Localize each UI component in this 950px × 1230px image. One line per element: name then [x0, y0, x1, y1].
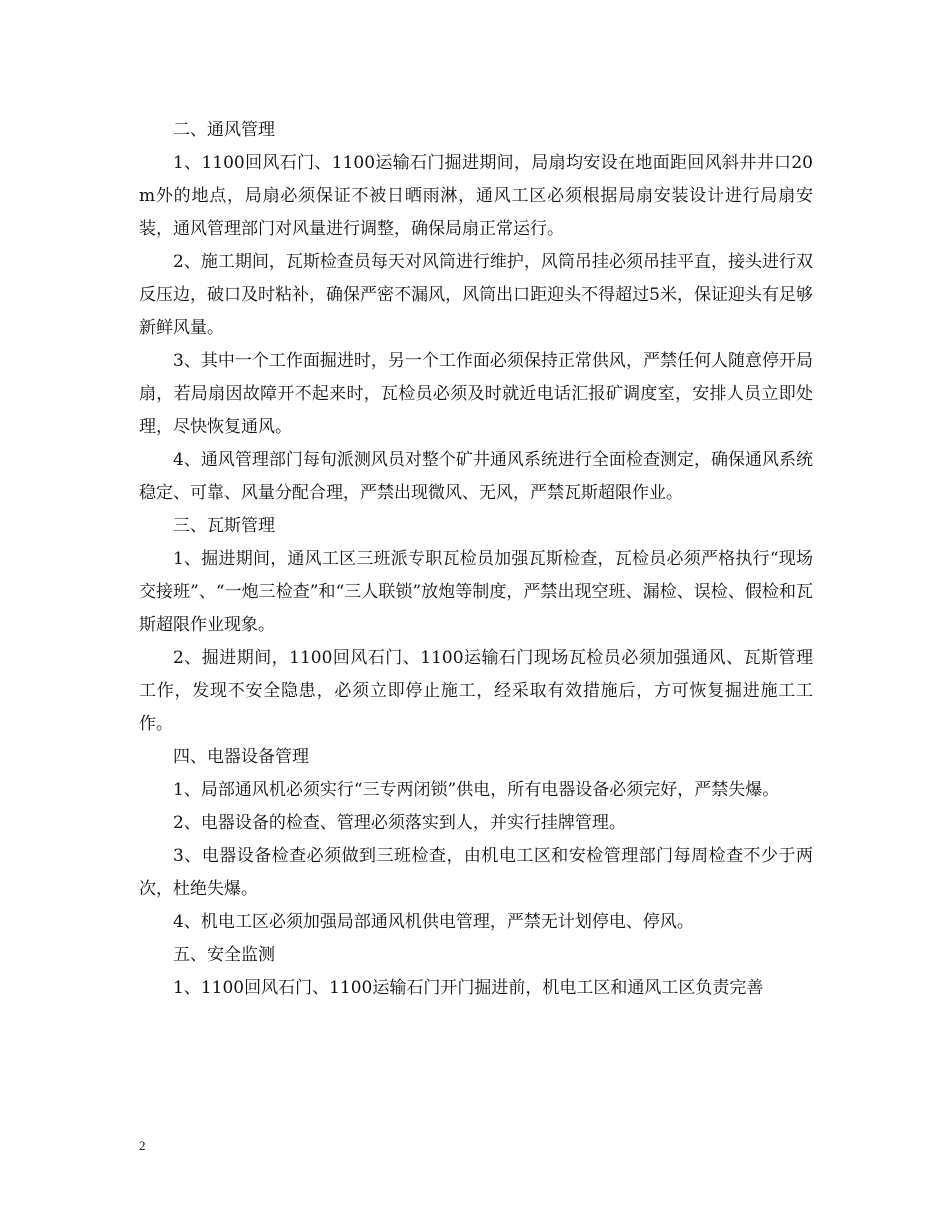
ventilation-paragraph-3: 3、其中一个工作面掘进时，另一个工作面必须保持正常供风，严禁任何人随意停开局扇，若局扇因故障开不起来时，瓦检员必须及时就近电话汇报矿调度室，安排人员立即处理，尽快恢复通风。 — [139, 351, 813, 437]
section-heading-gas: 三、瓦斯管理 — [173, 516, 275, 536]
section-heading-ventilation: 二、通风管理 — [173, 120, 275, 140]
gas-paragraph-1: 1、掘进期间，通风工区三班派专职瓦检员加强瓦斯检查，瓦检员必须严格执行“现场交接班”、“一炮三检查”和“三人联锁”放炮等制度，严禁出现空班、漏检、误检、假检和瓦斯超限作业现象。 — [139, 549, 813, 635]
electrical-paragraph-3: 3、电器设备检查必须做到三班检查，由机电工区和安检管理部门每周检查不少于两次，杜绝失爆。 — [139, 846, 813, 899]
electrical-paragraph-2: 2、电器设备的检查、管理必须落实到人，并实行挂牌管理。 — [173, 813, 626, 833]
ventilation-paragraph-4: 4、通风管理部门每旬派测风员对整个矿井通风系统进行全面检查测定，确保通风系统稳定、可靠、风量分配合理，严禁出现微风、无风，严禁瓦斯超限作业。 — [139, 450, 813, 503]
section-heading-electrical: 四、电器设备管理 — [173, 747, 309, 767]
section-heading-monitoring: 五、安全监测 — [173, 945, 275, 965]
electrical-paragraph-1: 1、局部通风机必须实行“三专两闭锁”供电，所有电器设备必须完好，严禁失爆。 — [173, 780, 780, 800]
monitoring-paragraph-1: 1、1100回风石门、1100运输石门开门掘进前，机电工区和通风工区负责完善 — [173, 978, 764, 998]
ventilation-paragraph-2: 2、施工期间，瓦斯检查员每天对风筒进行维护，风筒吊挂必须吊挂平直，接头进行双反压边，破口及时粘补，确保严密不漏风，风筒出口距迎头不得超过5米，保证迎头有足够新鲜风量。 — [139, 252, 813, 338]
ventilation-paragraph-1: 1、1100回风石门、1100运输石门掘进期间，局扇均安设在地面距回风斜井井口20m外的地点，局扇必须保证不被日晒雨淋，通风工区必须根据局扇安装设计进行局扇安装，通风管理部门对风量进行调整，确保局扇正常运行。 — [139, 153, 813, 239]
page-number: 2 — [139, 1138, 146, 1153]
electrical-paragraph-4: 4、机电工区必须加强局部通风机供电管理，严禁无计划停电、停风。 — [173, 912, 694, 932]
gas-paragraph-2: 2、掘进期间，1100回风石门、1100运输石门现场瓦检员必须加强通风、瓦斯管理工作，发现不安全隐患，必须立即停止施工，经采取有效措施后，方可恢复掘进施工工作。 — [139, 648, 813, 734]
document-body — [139, 114, 813, 1005]
